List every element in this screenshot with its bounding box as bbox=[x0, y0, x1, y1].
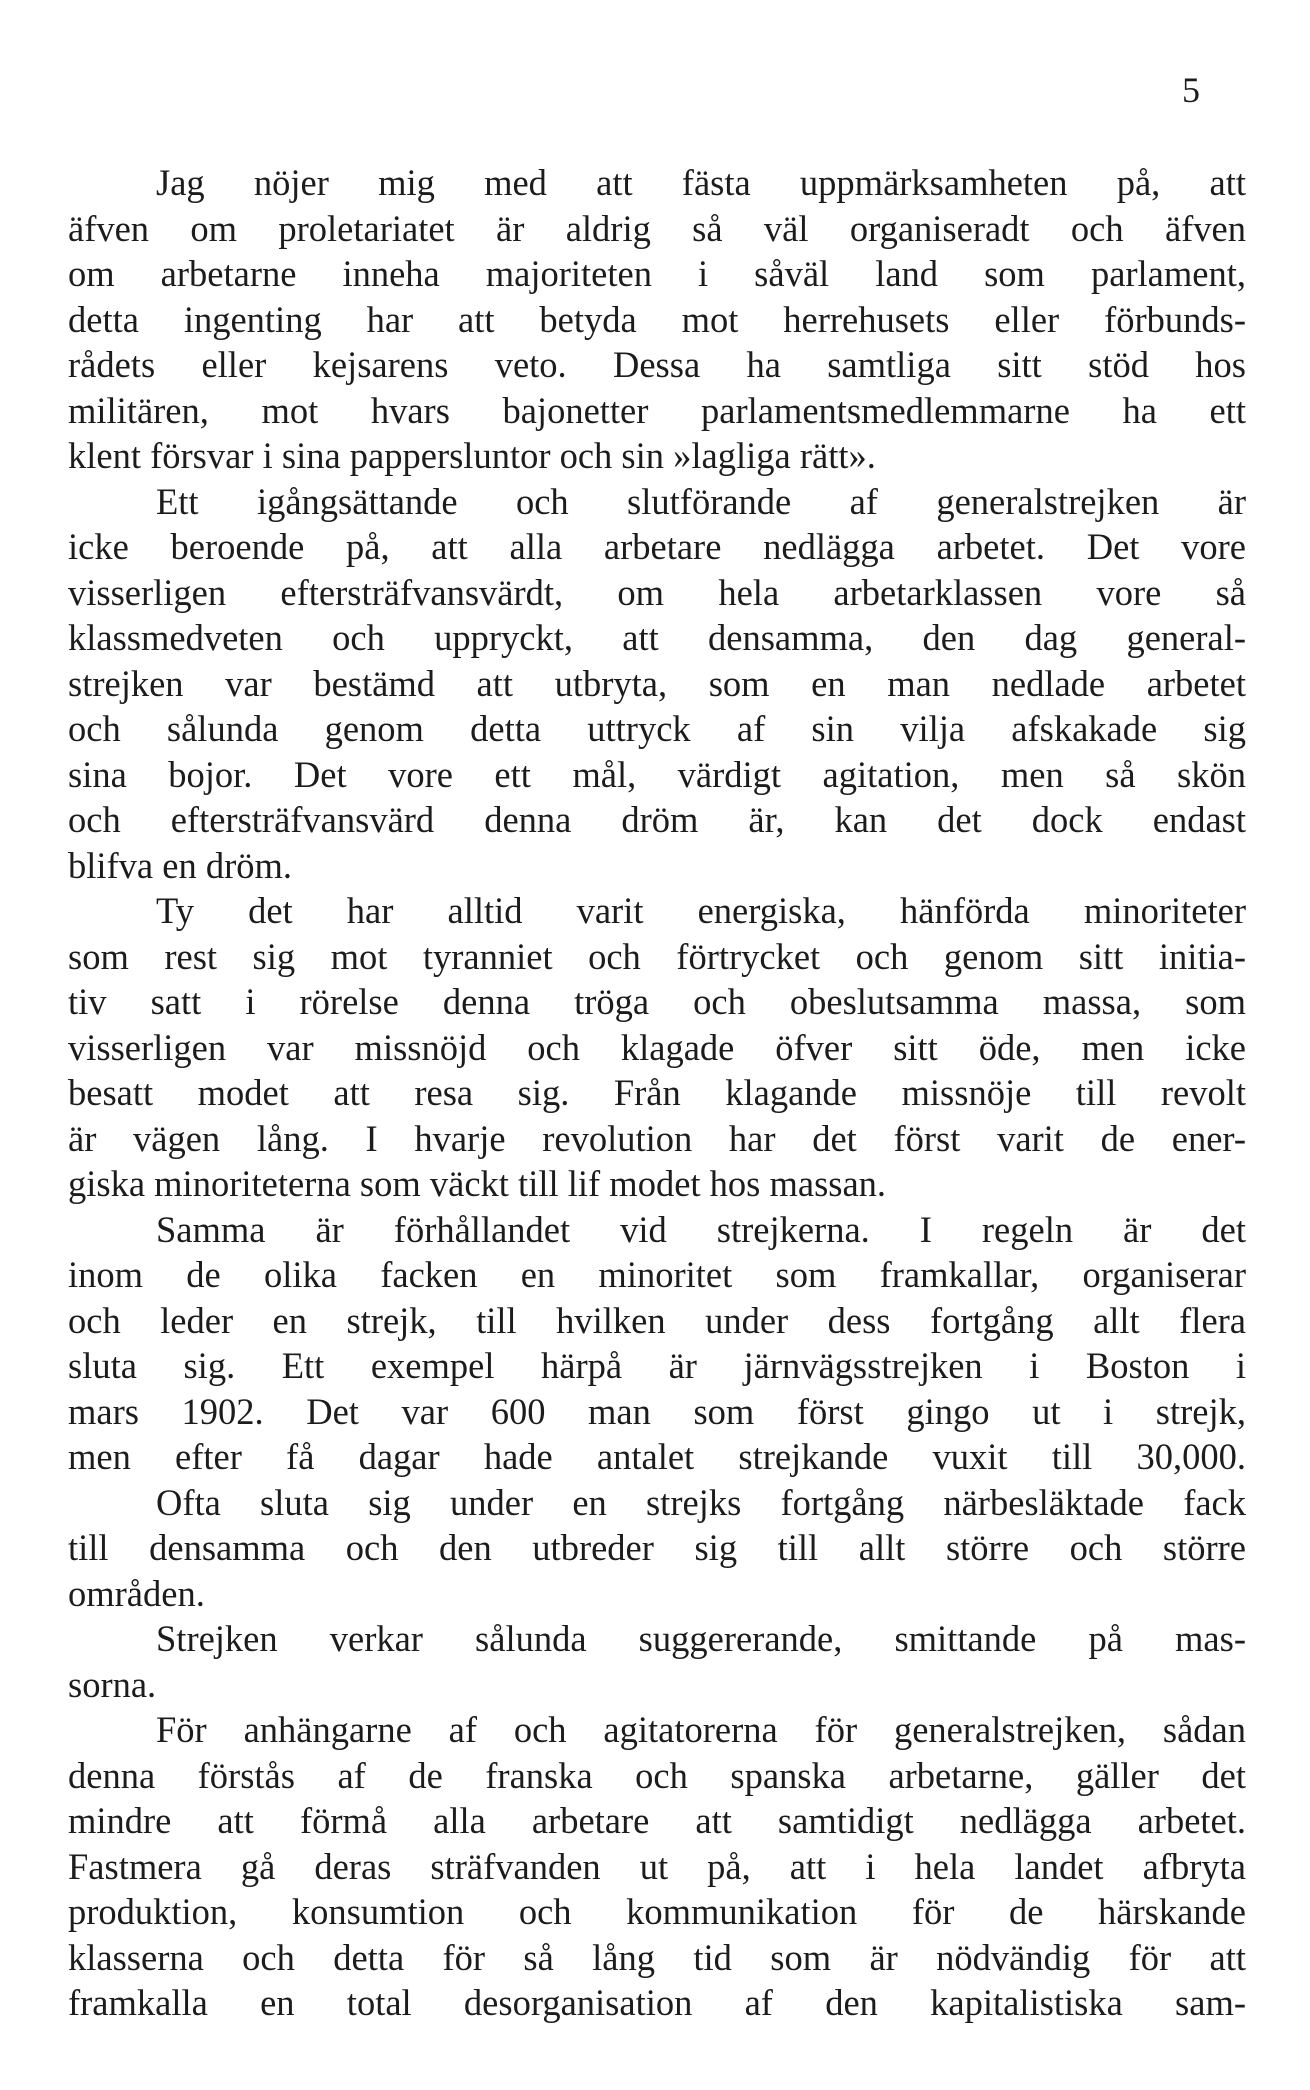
text-line: Ett igångsättande och slutförande af generalstrejken är bbox=[156, 480, 1246, 522]
text-line: Samma är förhållandet vid strejkerna. I regeln är det bbox=[156, 1208, 1246, 1250]
text-line: detta ingenting har att betyda mot herrehusets eller förbunds- bbox=[68, 298, 1246, 340]
text-line: icke beroende på, att alla arbetare nedlägga arbetet. Det vore bbox=[68, 526, 1246, 567]
text-line: Ofta sluta sig under en strejks fortgång närbesläktade fack bbox=[156, 1481, 1246, 1523]
text-line: giska minoriteterna som väckt till lif modet hos massan. bbox=[68, 1163, 887, 1204]
text-line: militären, mot hvars bajonetter parlamentsmedlemmarne ha ett bbox=[68, 389, 1246, 431]
text-line: Jag nöjer mig med att fästa uppmärksamheten på, att bbox=[156, 162, 1246, 203]
text-line: är vägen lång. I hvarje revolution har det först varit de ener- bbox=[68, 1117, 1246, 1159]
text-line: produktion, konsumtion och kommunikation för de härskande bbox=[68, 1891, 1246, 1932]
text-line: strejken var bestämd att utbryta, som en man nedlade arbetet bbox=[68, 662, 1246, 704]
text-line: äfven om proletariatet är aldrig så väl organiseradt och äfven bbox=[68, 207, 1246, 249]
text-line: blifva en dröm. bbox=[68, 844, 293, 886]
text-line: till densamma och den utbreder sig till allt större och större bbox=[68, 1527, 1246, 1568]
text-line: som rest sig mot tyranniet och förtrycket och genom sitt initia- bbox=[68, 935, 1246, 977]
text-line: denna förstås af de franska och spanska arbetarne, gäller det bbox=[68, 1754, 1246, 1796]
text-line: Strejken verkar sålunda suggererande, smittande på mas- bbox=[156, 1618, 1246, 1659]
text-line: och leder en strejk, till hvilken under dess fortgång allt flera bbox=[68, 1299, 1246, 1341]
text-line: sina bojor. Det vore ett mål, värdigt agitation, men så skön bbox=[68, 753, 1246, 795]
text-line: men efter få dagar hade antalet strejkande vuxit till 30,000. bbox=[68, 1436, 1246, 1477]
text-line: visserligen var missnöjd och klagade öfver sitt öde, men icke bbox=[68, 1026, 1246, 1068]
text-line: visserligen eftersträfvansvärdt, om hela arbetarklassen vore så bbox=[68, 571, 1246, 613]
text-line: Ty det har alltid varit energiska, hänförda minoriteter bbox=[156, 890, 1246, 931]
text-line: klassmedveten och uppryckt, att densamma, den dag general- bbox=[68, 617, 1246, 658]
text-line: Fastmera gå deras sträfvanden ut på, att i hela landet afbryta bbox=[68, 1845, 1246, 1887]
text-line: inom de olika facken en minoritet som framkallar, organiserar bbox=[68, 1254, 1246, 1295]
text-line: sorna. bbox=[68, 1663, 157, 1705]
text-line: tiv satt i rörelse denna tröga och obeslutsamma massa, som bbox=[68, 981, 1246, 1022]
text-line: klent försvar i sina pappersluntor och sin »lagliga rätt». bbox=[68, 435, 876, 476]
text-line: mindre att förmå alla arbetare att samtidigt nedlägga arbetet. bbox=[68, 1800, 1246, 1841]
text-line: mars 1902. Det var 600 man som först gingo ut i strejk, bbox=[68, 1390, 1246, 1432]
text-line: och eftersträfvansvärd denna dröm är, kan det dock endast bbox=[68, 799, 1246, 840]
text-line: sluta sig. Ett exempel härpå är järnvägsstrejken i Boston i bbox=[68, 1345, 1246, 1386]
text-line: och sålunda genom detta uttryck af sin vilja afskakade sig bbox=[68, 708, 1246, 749]
text-line: besatt modet att resa sig. Från klagande missnöje till revolt bbox=[68, 1072, 1246, 1113]
page-number: 5 bbox=[1182, 70, 1200, 110]
text-line: om arbetarne inneha majoriteten i såväl land som parlament, bbox=[68, 253, 1246, 294]
text-line: klasserna och detta för så lång tid som är nödvändig för att bbox=[68, 1936, 1246, 1978]
text-line: För anhängarne af och agitatorerna för generalstrejken, sådan bbox=[156, 1709, 1246, 1750]
text-line: framkalla en total desorganisation af den kapitalistiska sam- bbox=[68, 1982, 1246, 2023]
text-line: rådets eller kejsarens veto. Dessa ha samtliga sitt stöd hos bbox=[68, 344, 1246, 385]
text-line: områden. bbox=[68, 1572, 205, 1614]
body-text bbox=[68, 160, 1246, 2026]
